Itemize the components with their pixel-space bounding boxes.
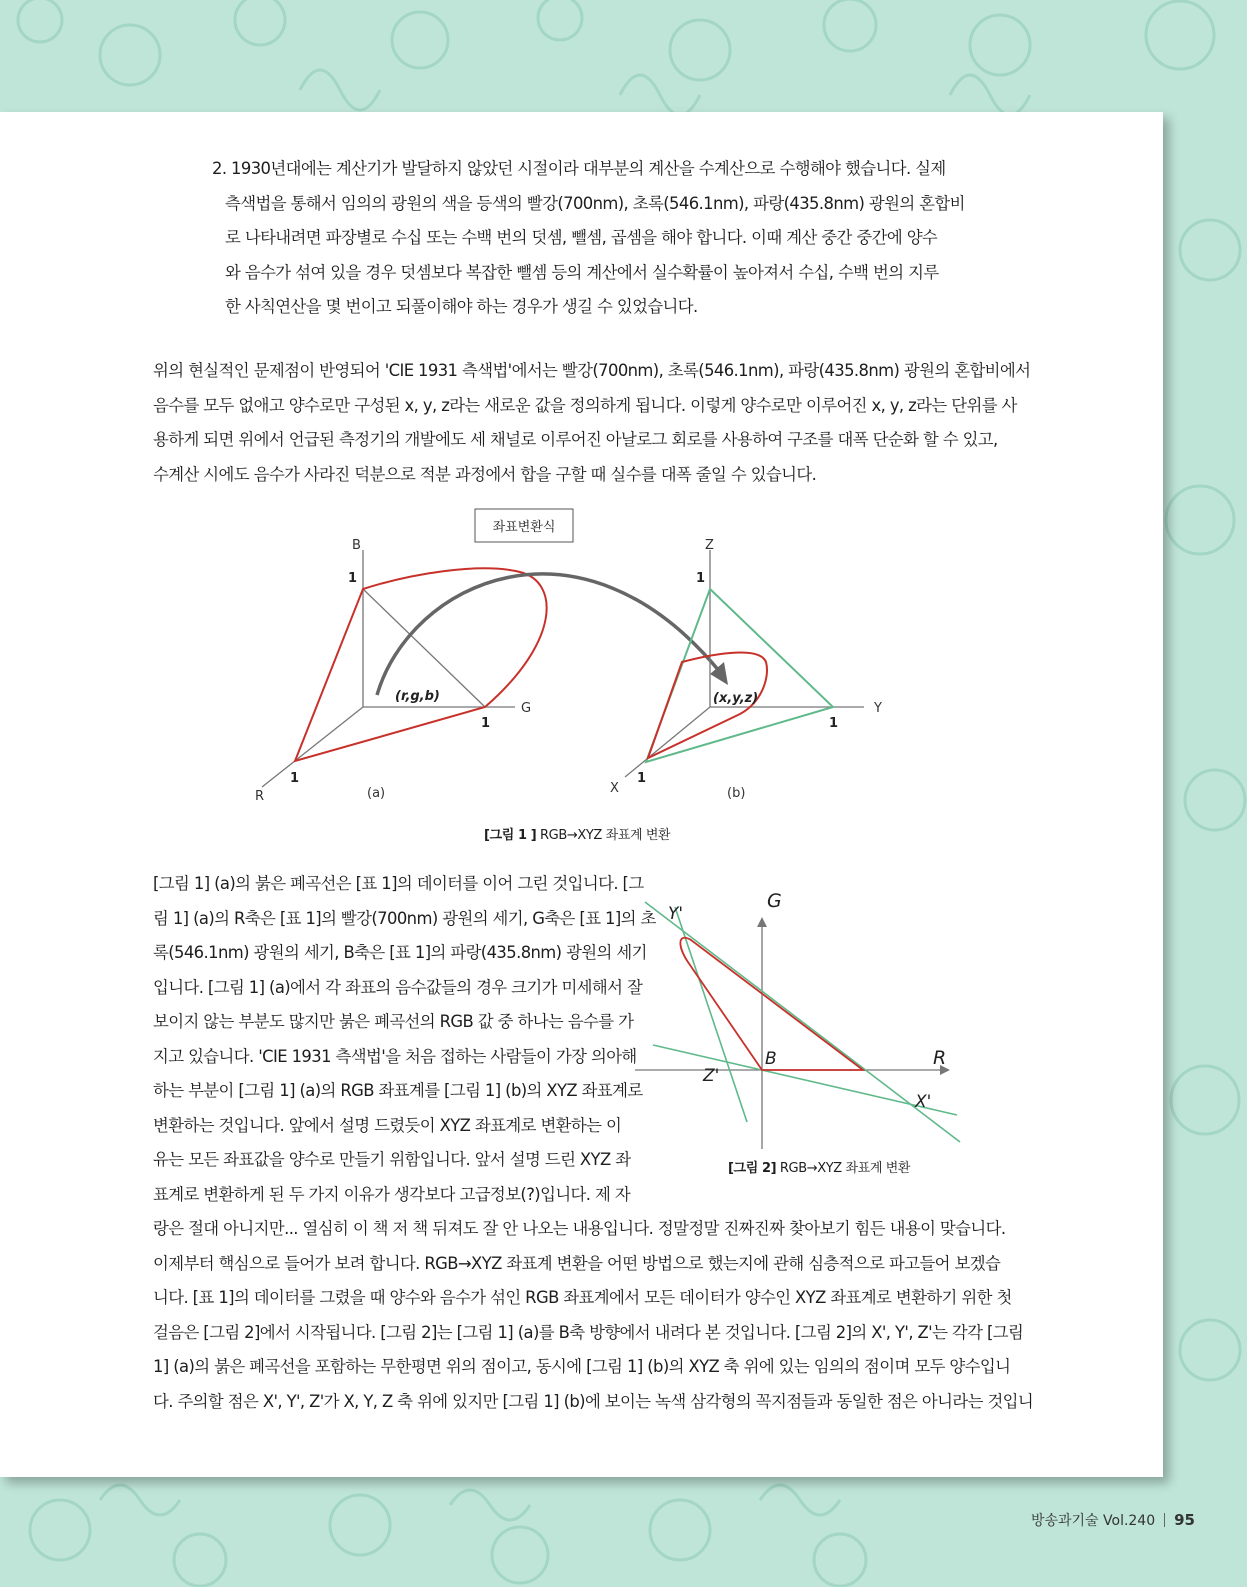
tick-one-z: 1	[696, 571, 706, 586]
axis-label-x: X	[610, 781, 619, 796]
text-line: 지고 있습니다. 'CIE 1931 측색법'을 처음 접하는 사람들이 가장 의아해	[153, 1046, 637, 1066]
text-line: 걸음은 [그림 2]에서 시작됩니다. [그림 2]는 [그림 1] (a)를 B축 방향에서 내려다 본 것입니다. [그림 2]의 X', Y', Z'는 각각 [그림	[153, 1322, 1024, 1342]
z-prime-label: Z'	[703, 1066, 720, 1086]
b-origin-label: B	[765, 1049, 777, 1069]
y-prime-label: Y'	[668, 904, 684, 924]
text-line: 유는 모든 좌표값을 양수로 만들기 위함입니다. 앞서 설명 드린 XYZ 좌	[153, 1150, 631, 1169]
text-line: 용하게 되면 위에서 언급된 측정기의 개발에도 세 채널로 이루어진 아날로그 회로를 사용하여 구조를 대폭 단순화 할 수 있고,	[153, 430, 998, 449]
text-line: 음수를 모두 없애고 양수로만 구성된 x, y, z라는 새로운 값을 정의하게 됩니다. 이렇게 양수로만 이루어진 x, y, z라는 단위를 사	[153, 395, 1017, 415]
page-number: 95	[1174, 1511, 1195, 1529]
figure-1-caption	[484, 824, 670, 843]
text-line: 수계산 시에도 음수가 사라진 덕분으로 적분 과정에서 합을 구할 때 실수를 대폭 줄일 수 있습니다.	[153, 464, 817, 484]
tick-one-b: 1	[348, 571, 358, 586]
text-line: 다. 주의할 점은 X', Y', Z'가 X, Y, Z 축 위에 있지만 [그림 1] (b)에 보이는 녹색 삼각형의 꼭지점들과 동일한 점은 아니라는 것입니	[153, 1391, 1034, 1411]
tick-one-y: 1	[829, 716, 839, 731]
text-line: 입니다. [그림 1] (a)에서 각 좌표의 음수값들의 경우 크기가 미세해서 잘	[153, 977, 643, 997]
r-axis-label: R	[933, 1047, 947, 1069]
text-line: 이제부터 핵심으로 들어가 보려 합니다. RGB→XYZ 좌표계 변환을 어떤 방법으로 했는지에 관해 심층적으로 파고들어 보겠습	[153, 1253, 1001, 1273]
page-footer	[1031, 1510, 1195, 1530]
text-line: 록(546.1nm) 광원의 세기, B축은 [표 1]의 파랑(435.8nm) 광원의 세기	[153, 943, 647, 962]
rgb-red-closed-curve	[295, 568, 547, 761]
transform-arrow	[377, 574, 720, 695]
text-line: 측색법을 통해서 임의의 광원의 색을 등색의 빨강(700nm), 초록(546.1nm), 파랑(435.8nm) 광원의 혼합비	[225, 193, 965, 213]
g-axis-label: G	[767, 890, 782, 912]
footer-divider	[1164, 1513, 1165, 1527]
text-line: 1] (a)의 붉은 폐곡선을 포함하는 무한평면 위의 점이고, 동시에 [그림 1] (b)의 XYZ 축 위에 있는 임의의 점이며 모두 양수입니	[153, 1357, 1011, 1376]
figure-1-caption-text: RGB→XYZ 좌표계 변환	[536, 828, 671, 843]
axis-label-b: B	[352, 538, 361, 553]
transform-label: 좌표변환식	[492, 520, 556, 535]
text-line: 랑은 절대 아니지만... 열심히 이 책 저 책 뒤져도 잘 안 나오는 내용입니다. 정말정말 진짜진짜 찾아보기 힘든 내용이 맞습니다.	[153, 1219, 1006, 1238]
figure-1-diagram	[250, 502, 910, 832]
text-line: 하는 부분이 [그림 1] (a)의 RGB 좌표계를 [그림 1] (b)의 XYZ 좌표계로	[153, 1081, 643, 1100]
figure-1-caption-tag: [그림 1 ]	[484, 828, 537, 843]
point-label-rgb: (r,g,b)	[395, 689, 440, 704]
text-line: 한 사칙연산을 몇 번이고 되풀이해야 하는 경우가 생길 수 있었습니다.	[225, 297, 698, 316]
axis-label-y: Y	[874, 701, 882, 716]
figure-2-caption-text: RGB→XYZ 좌표계 변환	[776, 1161, 911, 1176]
article-page	[0, 112, 1163, 1477]
body-paragraph-1	[153, 354, 1031, 492]
tick-one-r: 1	[290, 771, 300, 786]
magazine-name: 방송과기술 Vol.240	[1030, 1513, 1156, 1529]
tick-one-g: 1	[481, 716, 491, 731]
text-line: 위의 현실적인 문제점이 반영되어 'CIE 1931 측색법'에서는 빨강(700nm), 초록(546.1nm), 파랑(435.8nm) 광원의 혼합비에서	[153, 361, 1031, 380]
axis-label-g: G	[521, 701, 532, 716]
body-paragraph-2	[153, 867, 1034, 1419]
footnote-paragraph	[212, 152, 965, 325]
text-line: 2. 1930년대에는 계산기가 발달하지 않았던 시절이라 대부분의 계산을 수계산으로 수행해야 했습니다. 실제	[212, 159, 946, 178]
text-line: 보이지 않는 부분도 많지만 붉은 폐곡선의 RGB 값 중 하나는 음수를 가	[153, 1012, 634, 1031]
subfigure-label-b: (b)	[727, 786, 746, 801]
text-line: 표계로 변환하게 된 두 가지 이유가 생각보다 고급정보(?)입니다. 제 자	[153, 1184, 631, 1204]
text-line: 림 1] (a)의 R축은 [표 1]의 빨강(700nm) 광원의 세기, G축은 [표 1]의 초	[153, 908, 656, 928]
xyz-axes	[625, 550, 864, 777]
text-line: 니다. [표 1]의 데이터를 그렸을 때 양수와 음수가 섞인 RGB 좌표계에서 모든 데이터가 양수인 XYZ 좌표계로 변환하기 위한 첫	[153, 1288, 1012, 1307]
subfigure-label-a: (a)	[367, 786, 386, 801]
tick-one-x: 1	[637, 771, 647, 786]
figure-2-caption-tag: [그림 2]	[728, 1161, 777, 1176]
text-line: [그림 1] (a)의 붉은 폐곡선은 [표 1]의 데이터를 이어 그린 것입니다. [그	[153, 874, 644, 893]
x-prime-label: X'	[915, 1092, 932, 1112]
point-label-xyz: (x,y,z)	[713, 691, 759, 706]
axis-label-z: Z	[705, 538, 714, 553]
text-line: 변환하는 것입니다. 앞에서 설명 드렸듯이 XYZ 좌표계로 변환하는 이	[153, 1115, 622, 1135]
axis-label-r: R	[255, 789, 265, 804]
text-line: 로 나타내려면 파장별로 수십 또는 수백 번의 덧셈, 뺄셈, 곱셈을 해야 합니다. 이때 계산 중간 중간에 양수	[225, 228, 938, 247]
text-line: 와 음수가 섞여 있을 경우 덧셈보다 복잡한 뺄셈 등의 계산에서 실수확률이 높아져서 수십, 수백 번의 지루	[225, 262, 939, 282]
